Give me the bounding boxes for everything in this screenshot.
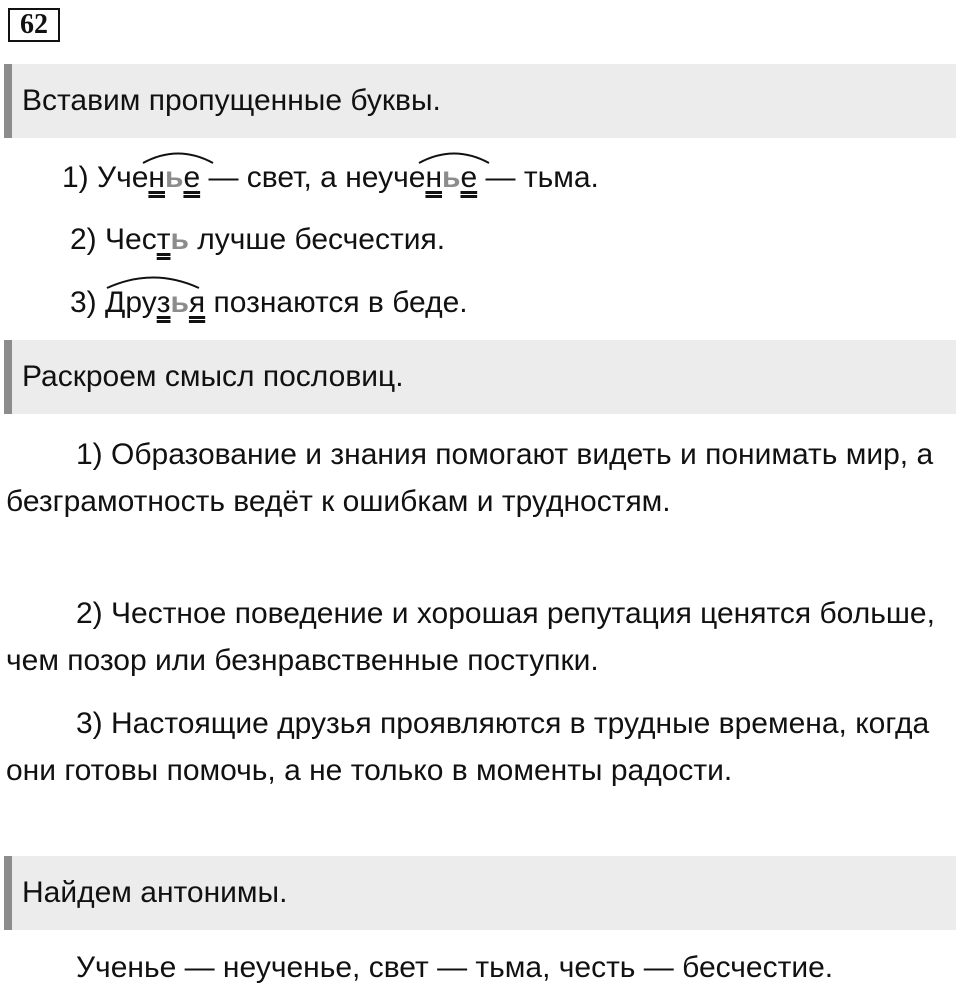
proverb-line-2: 2) Честь лучше бесчестия. — [70, 220, 445, 260]
inserted-soft-sign: ь — [170, 286, 189, 319]
proverb-line-1: 1) Ученье — свет, а неученье — тьма. — [62, 158, 599, 198]
section-header-insert-letters: Вставим пропущенные буквы. — [4, 64, 956, 138]
word-druzya: Друзья — [105, 283, 205, 323]
word-chest: Честь — [105, 223, 189, 256]
meaning-paragraph-3: 3) Настоящие друзья проявляются в трудные времена, когда они готовы помочь, а не только в моменты радости. — [6, 707, 930, 787]
item-number: 2) — [70, 223, 97, 256]
inserted-soft-sign: ь — [170, 223, 189, 256]
item-number: 1) — [62, 161, 89, 194]
meaning-paragraph-2: 2) Честное поведение и хорошая репутация ценятся больше, чем позор или безнравственные поступки. — [6, 597, 935, 677]
item-number: 3) — [70, 286, 97, 319]
antonyms-answer: Ученье — неученье, свет — тьма, честь — бесчестие. — [76, 951, 834, 984]
section-header-antonyms: Найдем антонимы. — [4, 856, 956, 930]
meaning-paragraph-1: 1) Образование и знания помогают видеть и понимать мир, а безграмотность ведёт к ошибкам и трудностям. — [6, 438, 934, 518]
inserted-soft-sign: ь — [442, 161, 461, 194]
word-uchenye: Ученье — [97, 158, 200, 198]
task-number: 62 — [8, 8, 60, 42]
word-neuchenye: неученье — [345, 158, 477, 198]
proverb-line-3: 3) Друзья познаются в беде. — [70, 283, 468, 323]
inserted-soft-sign: ь — [164, 161, 184, 194]
section-header-meaning: Раскроем смысл пословиц. — [4, 340, 956, 414]
